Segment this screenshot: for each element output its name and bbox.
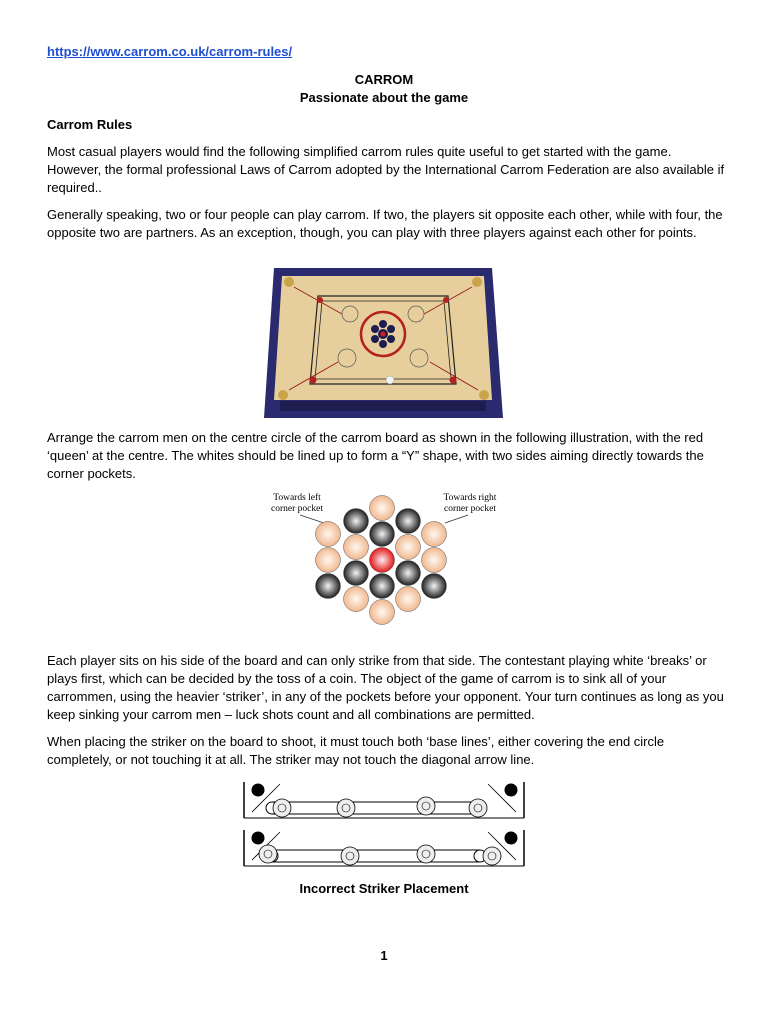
- pocket-icon: [278, 390, 288, 400]
- red-queen: [370, 548, 395, 573]
- label-left-corner: Towards left corner pocket: [271, 493, 323, 514]
- source-link[interactable]: https://www.carrom.co.uk/carrom-rules/: [47, 44, 293, 59]
- white-carrom-man: [422, 548, 447, 573]
- carrom-board-image: [262, 266, 504, 420]
- striker-placement-diagram: [240, 778, 530, 870]
- black-carrom-man: [344, 561, 369, 586]
- paragraph-arrange: Arrange the carrom men on the centre circle of the carrom board as shown in the following illustration, with the red ‘queen’ at the centre. The whites should be lined up to form a “Y” shape, with two sides aiming directly towards the corner pockets.: [47, 430, 704, 481]
- black-carrom-man: [370, 574, 395, 599]
- paragraph-intro: Most casual players would find the following simplified carrom rules quite useful to get started with the game. However, the formal professional Laws of Carrom adopted by the International Carrom Federation are also available if required..: [47, 144, 725, 195]
- white-carrom-man: [396, 587, 421, 612]
- document-subtitle: Passionate about the game: [299, 90, 469, 105]
- white-carrom-man: [422, 522, 447, 547]
- section-heading: Carrom Rules: [47, 117, 133, 132]
- pocket-icon: [472, 277, 482, 287]
- white-carrom-man: [316, 548, 341, 573]
- white-carrom-man: [316, 522, 341, 547]
- white-carrom-man: [344, 535, 369, 560]
- black-carrom-man: [422, 574, 447, 599]
- black-carrom-man: [396, 509, 421, 534]
- paragraph-turns: Each player sits on his side of the board and can only strike from that side. The contestant playing white ‘breaks’ or plays first, which can be decided by the toss of a coin. The object of the game of carrom is to sink all of your carrommen, using the heavier ‘striker’, in any of the pockets before your opponent. Your turn continues as long as you keep sinking your carrom men – luck shots count and all combinations are permitted.: [47, 653, 724, 722]
- white-carrom-man: [370, 496, 395, 521]
- document-title: CARROM: [354, 72, 414, 87]
- striker-diagram-bottom: [244, 830, 524, 866]
- striker-diagram-top: [244, 782, 524, 818]
- page-number: 1: [380, 948, 388, 963]
- black-carrom-man: [344, 509, 369, 534]
- white-carrom-man: [396, 535, 421, 560]
- figure-caption: Incorrect Striker Placement: [299, 881, 469, 896]
- paragraph-players: Generally speaking, two or four people can play carrom. If two, the players sit opposite each other, while with four, the opposite two are partners. As an exception, though, you can play with three players against each other for points.: [47, 207, 723, 240]
- pocket-icon: [479, 390, 489, 400]
- black-carrom-man: [370, 522, 395, 547]
- pocket-icon: [284, 277, 294, 287]
- black-carrom-man: [396, 561, 421, 586]
- black-carrom-man: [316, 574, 341, 599]
- label-right-corner: Towards right corner pocket: [443, 493, 497, 514]
- white-carrom-man: [370, 600, 395, 625]
- white-carrom-man: [344, 587, 369, 612]
- paragraph-striker: When placing the striker on the board to shoot, it must touch both ‘base lines’, either covering the end circle completely, or not touching it at all. The striker may not touch the diagonal arrow line.: [47, 734, 665, 767]
- carrom-men-formation: [262, 487, 506, 635]
